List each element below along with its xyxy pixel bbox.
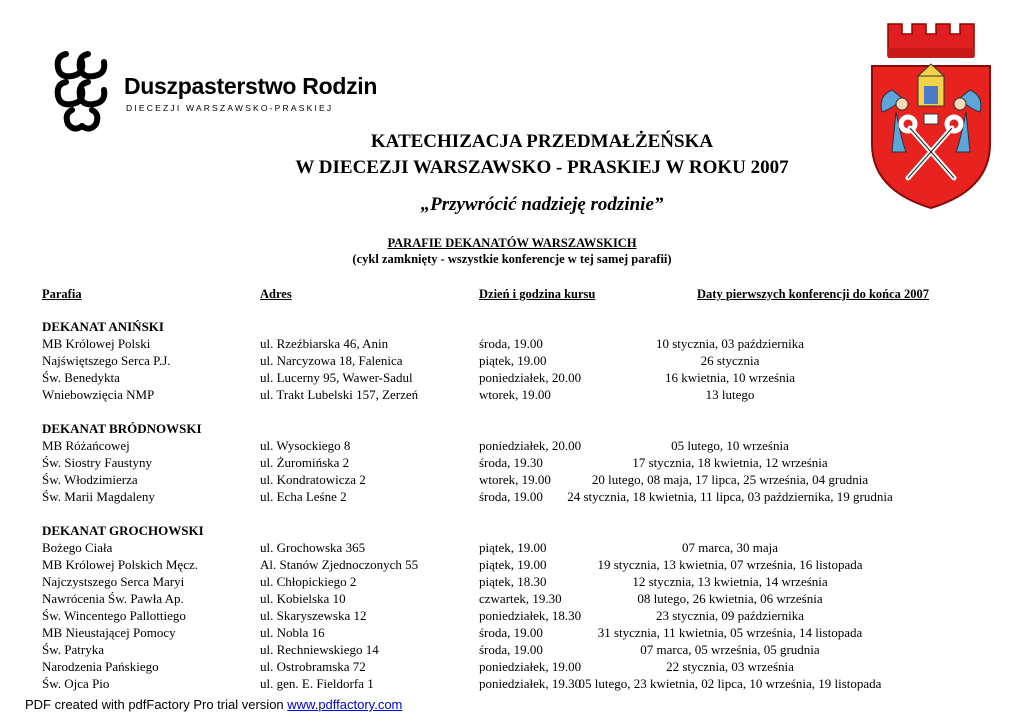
address-cell: ul. Żuromińska 2 <box>260 455 350 470</box>
footer-text: PDF created with pdfFactory Pro trial version <box>25 697 288 712</box>
table-row <box>0 539 1024 556</box>
address-cell: Al. Stanów Zjednoczonych 55 <box>260 557 419 572</box>
table-row <box>0 488 1024 505</box>
address-cell: ul. Wysockiego 8 <box>260 438 351 453</box>
dates-cell: 16 kwietnia, 10 września <box>665 370 795 385</box>
parish-cell: Św. Marii Magdaleny <box>42 489 155 504</box>
deanery-heading: DEKANAT ANIŃSKI <box>42 319 164 334</box>
table-row <box>0 556 1024 573</box>
address-cell: ul. Narcyzowa 18, Falenica <box>260 353 403 368</box>
day-cell: poniedziałek, 19.30 <box>479 676 582 691</box>
pdf-footer <box>25 697 402 712</box>
day-cell: poniedziałek, 20.00 <box>479 438 582 453</box>
day-cell: wtorek, 19.00 <box>479 472 551 487</box>
section-note: (cykl zamknięty - wszystkie konferencje w tej samej parafii) <box>352 252 672 266</box>
dates-cell: 24 stycznia, 18 kwietnia, 11 lipca, 03 października, 19 grudnia <box>567 489 893 504</box>
parish-cell: Wniebowzięcia NMP <box>42 387 155 402</box>
address-cell: ul. Kobielska 10 <box>260 591 346 606</box>
table-row <box>0 624 1024 641</box>
parish-cell: Św. Patryka <box>42 642 104 657</box>
address-cell: ul. gen. E. Fieldorfa 1 <box>260 676 374 691</box>
day-cell: piątek, 18.30 <box>479 574 547 589</box>
parish-cell: Św. Wincentego Pallottiego <box>42 608 186 623</box>
address-cell: ul. Nobla 16 <box>260 625 325 640</box>
parish-cell: Najczystszego Serca Maryi <box>42 574 185 589</box>
dates-cell: 05 lutego, 23 kwietnia, 02 lipca, 10 września, 19 listopada <box>578 676 882 691</box>
dates-cell: 31 stycznia, 11 kwietnia, 05 września, 14 listopada <box>597 625 863 640</box>
table-row <box>0 369 1024 386</box>
parish-cell: Św. Siostry Faustyny <box>42 455 153 470</box>
parish-cell: Św. Włodzimierza <box>42 472 138 487</box>
day-cell: czwartek, 19.30 <box>479 591 562 606</box>
dates-cell: 12 stycznia, 13 kwietnia, 14 września <box>632 574 828 589</box>
dates-cell: 07 marca, 30 maja <box>681 540 778 555</box>
table-row <box>0 352 1024 369</box>
column-header-parish: Parafia <box>42 287 82 301</box>
column-header-address: Adres <box>260 287 292 301</box>
dates-cell: 19 stycznia, 13 kwietnia, 07 września, 16 listopada <box>597 557 863 572</box>
section-title: PARAFIE DEKANATÓW WARSZAWSKICH <box>387 236 637 250</box>
table-row <box>0 573 1024 590</box>
motto: „Przywrócić nadzieję rodzinie” <box>420 194 664 215</box>
logo-knot-icon <box>52 46 112 134</box>
day-cell: środa, 19.00 <box>479 336 543 351</box>
address-cell: ul. Rechniewskiego 14 <box>260 642 379 657</box>
dates-cell: 10 stycznia, 03 października <box>656 336 804 351</box>
column-header-dates: Daty pierwszych konferencji do końca 2007 <box>697 287 930 301</box>
pdffactory-link[interactable]: www.pdffactory.com <box>287 697 403 712</box>
address-cell: ul. Ostrobramska 72 <box>260 659 366 674</box>
day-cell: wtorek, 19.00 <box>479 387 551 402</box>
deanery-heading: DEKANAT BRÓDNOWSKI <box>42 421 202 436</box>
deanery-heading: DEKANAT GROCHOWSKI <box>42 523 204 538</box>
table-row <box>0 590 1024 607</box>
address-cell: ul. Lucerny 95, Wawer-Sadul <box>260 370 413 385</box>
day-cell: środa, 19.00 <box>479 489 543 504</box>
address-cell: ul. Trakt Lubelski 157, Zerzeń <box>260 387 419 402</box>
parish-cell: Narodzenia Pańskiego <box>42 659 159 674</box>
duszpasterstwo-logo <box>52 46 378 136</box>
dates-cell: 23 stycznia, 09 października <box>656 608 804 623</box>
day-cell: poniedziałek, 19.00 <box>479 659 582 674</box>
address-cell: ul. Grochowska 365 <box>260 540 366 555</box>
table-row <box>0 335 1024 352</box>
dates-cell: 13 lutego <box>705 387 755 402</box>
day-cell: środa, 19.00 <box>479 625 543 640</box>
dates-cell: 05 lutego, 10 września <box>671 438 789 453</box>
parish-cell: MB Różańcowej <box>42 438 130 453</box>
parish-cell: MB Nieustającej Pomocy <box>42 625 176 640</box>
day-cell: piątek, 19.00 <box>479 557 547 572</box>
table-row <box>0 658 1024 675</box>
day-cell: poniedziałek, 18.30 <box>479 608 582 623</box>
coat-of-arms-icon <box>866 18 996 210</box>
parish-cell: Św. Benedykta <box>42 370 120 385</box>
table-row <box>0 386 1024 403</box>
dates-cell: 08 lutego, 26 kwietnia, 06 września <box>637 591 823 606</box>
address-cell: ul. Skaryszewska 12 <box>260 608 367 623</box>
main-title: KATECHIZACJA PRZEDMAŁŻEŃSKA <box>370 131 714 152</box>
day-cell: piątek, 19.00 <box>479 540 547 555</box>
logo-title: Duszpasterstwo Rodzin <box>124 73 378 99</box>
main-title-line2: W DIECEZJI WARSZAWSKO - PRASKIEJ W ROKU 2007 <box>295 157 789 178</box>
table-row <box>0 607 1024 624</box>
address-cell: ul. Rzeźbiarska 46, Anin <box>260 336 389 351</box>
parish-cell: Nawrócenia Św. Pawła Ap. <box>42 591 184 606</box>
table-row <box>0 437 1024 454</box>
parish-cell: Bożego Ciała <box>42 540 113 555</box>
dates-cell: 07 marca, 05 września, 05 grudnia <box>640 642 820 657</box>
day-cell: środa, 19.00 <box>479 642 543 657</box>
table-row <box>0 641 1024 658</box>
logo-subtitle: DIECEZJI WARSZAWSKO-PRASKIEJ <box>126 103 334 113</box>
table-row <box>0 471 1024 488</box>
dates-cell: 22 stycznia, 03 września <box>666 659 794 674</box>
dates-cell: 17 stycznia, 18 kwietnia, 12 września <box>632 455 828 470</box>
address-cell: ul. Echa Leśne 2 <box>260 489 347 504</box>
address-cell: ul. Kondratowicza 2 <box>260 472 366 487</box>
parish-table <box>0 318 1024 692</box>
table-row <box>0 675 1024 692</box>
parish-cell: MB Królowej Polskich Męcz. <box>42 557 198 572</box>
column-header-day-time: Dzień i godzina kursu <box>479 287 596 301</box>
address-cell: ul. Chłopickiego 2 <box>260 574 357 589</box>
day-cell: piątek, 19.00 <box>479 353 547 368</box>
dates-cell: 20 lutego, 08 maja, 17 lipca, 25 września, 04 grudnia <box>591 472 869 487</box>
parish-cell: Najświętszego Serca P.J. <box>42 353 171 368</box>
dates-cell: 26 stycznia <box>700 353 760 368</box>
day-cell: poniedziałek, 20.00 <box>479 370 582 385</box>
day-cell: środa, 19.30 <box>479 455 543 470</box>
parish-cell: MB Królowej Polski <box>42 336 151 351</box>
table-row <box>0 454 1024 471</box>
parish-cell: Św. Ojca Pio <box>42 676 110 691</box>
